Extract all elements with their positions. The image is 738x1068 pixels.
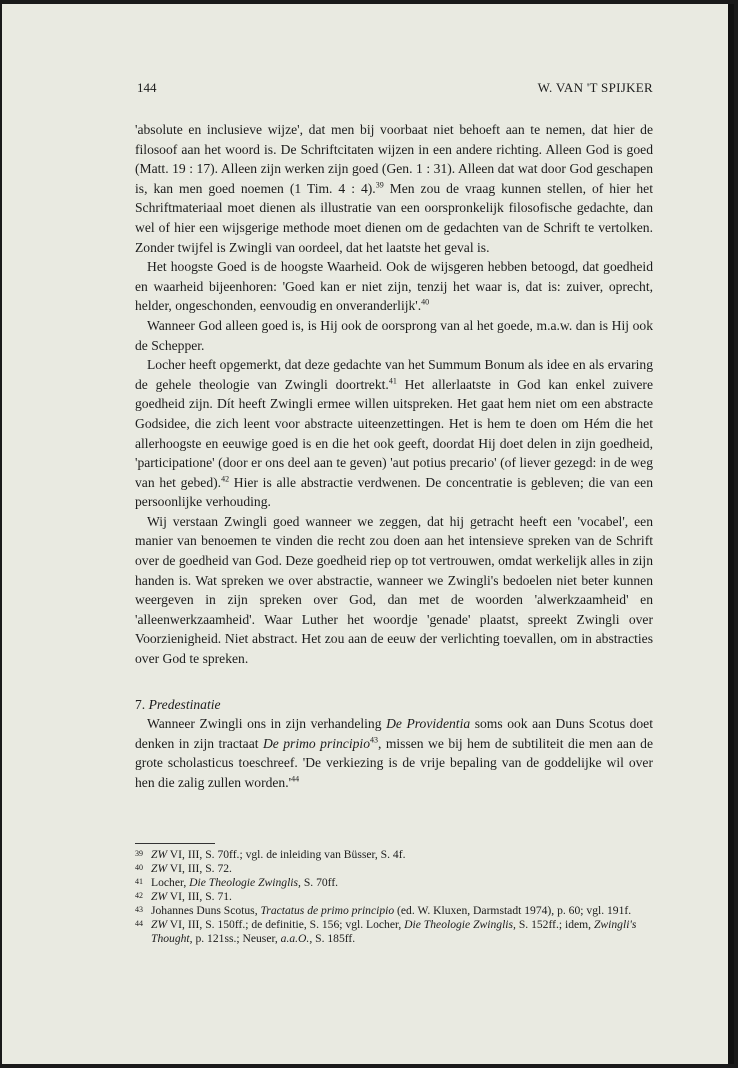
body-text xyxy=(135,120,653,793)
section-heading: 7. Predestinatie xyxy=(135,696,221,712)
running-head: W. VAN 'T SPIJKER xyxy=(537,80,653,95)
footnote-ref: 40 xyxy=(421,297,430,307)
paragraph-3: Wanneer God alleen goed is, is Hij ook de oorsprong van al het goede, m.a.w. dan is Hij ook de Schepper. xyxy=(135,317,653,353)
paragraph-5: Wij verstaan Zwingli goed wanneer we zeggen, dat hij getracht heeft een 'vocabel', een manier van benoemen te vinden die recht zou doen aan het intensieve spreken van de Schrift over de goedheid van God. Deze goedheid riep op tot vertrouwen, omdat werkelijk alles in zijn handen is. Wat spreken we over abstractie, wanneer we Zwingli's bedoelen niet beter kunnen weergeven in zijn spreken over God, dan met de woorden 'alwerkzaamheid' en 'alleenwerkzaamheid'. Waar Luther het woordje 'genade' plaatst, spreekt Zwingli over Voorzienigheid. Niet abstract. Het zou aan de eeuw der verlichting toevallen, om in abstracties over God te spreken. xyxy=(135,513,653,667)
paragraph-1: 'absolute en inclusieve wijze', dat men bij voorbaat niet behoeft aan te nemen, dat hier de filosoof aan het woord is. De Schriftcitaten wijzen in een andere richting. Alleen God is goed (Matt. 19 : 17). Alleen zijn werken zijn goed (Gen. 1 : 31). Alleen dat wat door God geschapen is, kan men goed noemen (1 Tim. 4 : 4).$^{39}$ Men zou de vraag kunnen stellen, of hier het Schriftmateriaal moet dienen als illustratie van een oorspronkelijk filosofische gedachte, dan wel of hier een wijsgerige methode moet dienen om de gedachten van de Schrift te vertolken. Zonder twijfel is Zwingli van oordeel, dat het laatste het geval is. xyxy=(135,122,653,255)
footnote-ref: 42 xyxy=(221,474,230,484)
footnote-ref: 41 xyxy=(388,376,397,386)
footnotes xyxy=(135,848,653,946)
footnote: 39 ZW VI, III, S. 70ff.; vgl. de inleiding van Büsser, S. 4f. xyxy=(135,848,406,861)
footnote-ref: 43 xyxy=(370,735,378,745)
page-header xyxy=(135,80,653,96)
footnote: 41 Locher, Die Theologie Zwinglis, S. 70ff. xyxy=(135,876,339,889)
footnote: 42 ZW VI, III, S. 71. xyxy=(135,890,232,903)
footnote-rule xyxy=(135,843,215,844)
footnote: 43 Johannes Duns Scotus, Tractatus de primo principio (ed. W. Kluxen, Darmstadt 1974), p. 60; vgl. 191f. xyxy=(135,904,632,917)
paragraph-2: Het hoogste Goed is de hoogste Waarheid. Ook de wijsgeren hebben betoogd, dat goedheid en waarheid bijeenhoren: 'Goed kan er niet zijn, tenzij het waar is, dat is: zuiver, oprecht, helder, ongeschonden, eenvoudig en onveranderlijk'.$^{40}$ xyxy=(135,259,653,314)
footnote-ref: 39 xyxy=(375,180,384,190)
footnote-ref: 44 xyxy=(291,774,300,784)
footnote: 44 ZW VI, III, S. 150ff.; de definitie, S. 156; vgl. Locher, Die Theologie Zwinglis, S. 152ff.; idem, Zwingli's Thought, p. 121ss.; Neuser, a.a.O., S. 185ff. xyxy=(135,918,637,945)
footnote: 40 ZW VI, III, S. 72. xyxy=(135,862,232,875)
page-number: 144 xyxy=(137,80,157,95)
paragraph-4: Locher heeft opgemerkt, dat deze gedachte van het Summum Bonum als idee en als ervaring de gehele theologie van Zwingli doortrekt.$^{41}$ Het allerlaatste in God kan enkel zuivere goedheid zijn. Dít heeft Zwingli ermee willen uitspreken. Het gaat hem niet om een abstracte Godsidee, die zich leent voor abstracte uiteenzettingen. Het is hem te doen om Hém die het allerhoogste en eeuwige goed is en die het ook geeft, doordat Hij doet delen in zijn goedheid, 'participatione' (door er ons deel aan te geven) 'aut potius precario' (of liever gezegd: in de weg van het gebed).$^{42}$ Hier is alle abstractie verdwenen. De concentratie is gebleven; die van een persoonlijke verhouding. xyxy=(135,357,653,510)
paragraph-6: Wanneer Zwingli ons in zijn verhandeling De Providentia soms ook aan Duns Scotus doet denken in zijn tractaat De primo principio$^{43}$, missen we bij hem de subtiliteit die men aan de grote scholasticus toeschreef. 'De verkiezing is de vrije bepaling van de goddelijke wil over hen die zalig zullen $worden.'^{44}$ xyxy=(135,716,654,790)
